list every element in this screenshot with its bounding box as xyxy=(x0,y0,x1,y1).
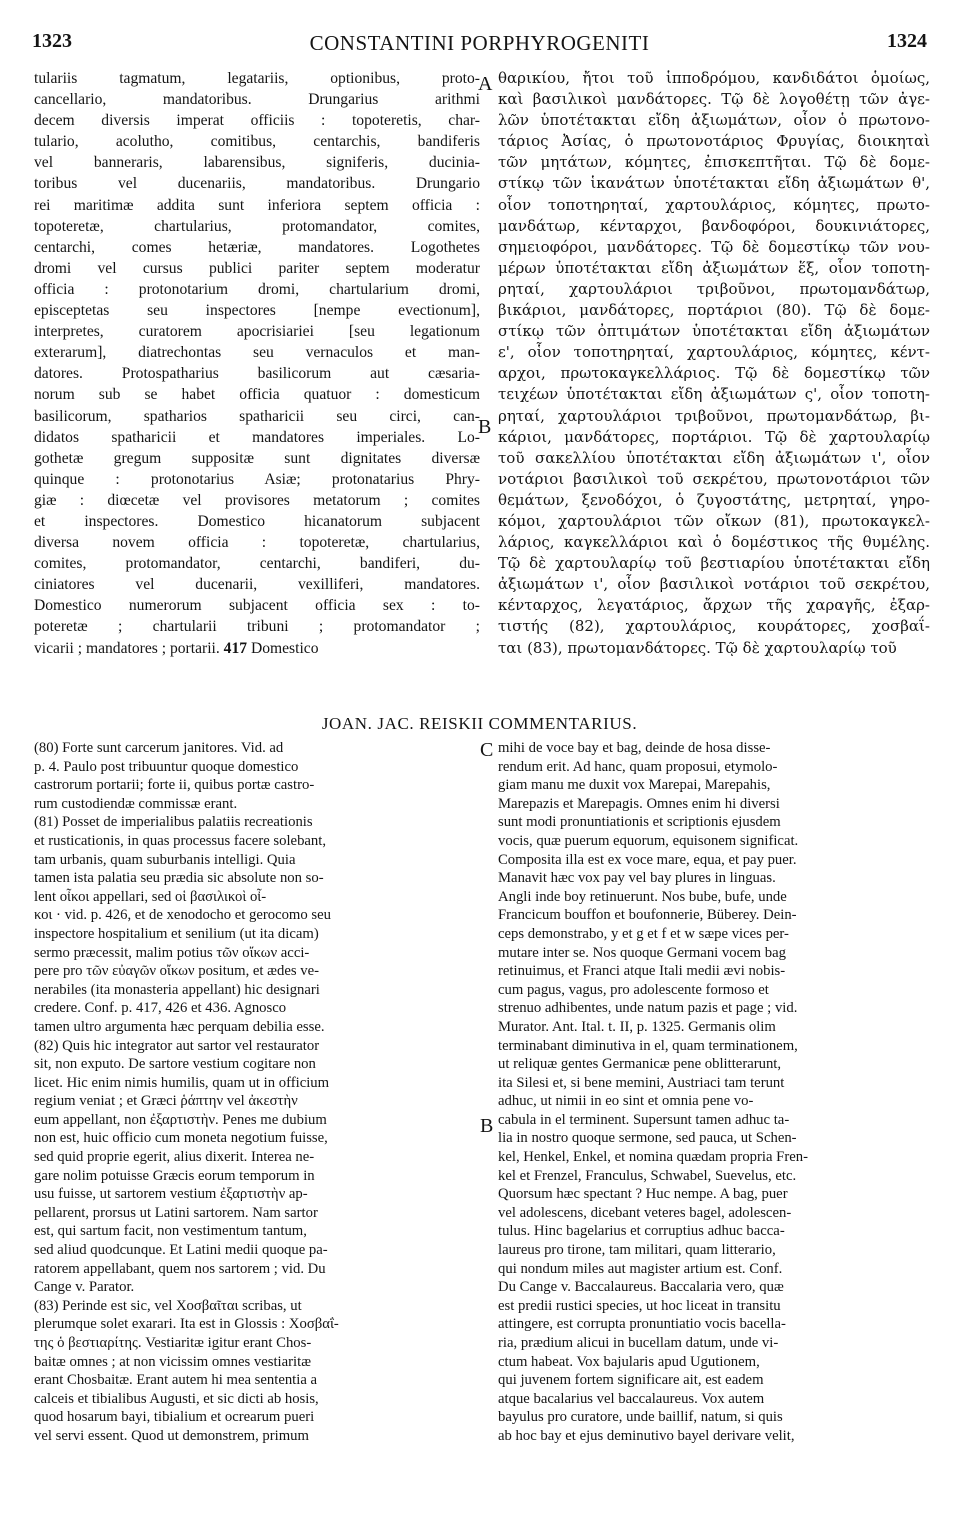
text-line: dromi vel cursus publici pariter septem moderatur xyxy=(34,259,480,277)
text-line: strenuo adhibentes, unde natum pazis et page ; vid. xyxy=(498,1000,798,1017)
text-line: αρχοι, πρωτοκαγκελλάριος. Τῷ δὲ δομεστίκῳ τῶν xyxy=(498,364,930,383)
text-line: usu fuisse, ut sartorem vestium ἐξαρτιστὴν ap- xyxy=(34,1186,308,1203)
text-line: Domestico numerorum subjacent officia sex : to- xyxy=(34,597,480,615)
text-line: στίκῳ τῶν ἱκανάτων ὑποτέτακται εἴδη ἀξιωμάτων θ', xyxy=(498,174,930,193)
text-line: Τῷ δὲ χαρτουλαρίῳ τοῦ βεστιαρίου ὑποτέτακται εἴδη xyxy=(498,554,930,573)
text-line: giæ : diœcetæ vel provisores metatorum ; comites xyxy=(34,491,480,509)
text-line: attingere, est corrupta pronuntiatio vocis bacella- xyxy=(498,1316,786,1333)
text-line: ab hoc bay et ejus deminutivo bayel derivare velit, xyxy=(498,1427,795,1444)
running-header xyxy=(32,30,927,56)
text-line: plerumque solet exarari. Ita est in Glossis : Χοσβαΐ- xyxy=(34,1316,339,1333)
text-line: lent οἶκοι appellari, sed οἱ βασιλικοὶ οἶ- xyxy=(34,888,267,905)
text-line: ciniatores vel ducenarii, vexilliferi, mandatores. xyxy=(34,576,480,594)
text-line: ceps demonstrabo, y et g et f et w sæpe vices per- xyxy=(498,925,789,942)
text-line: tamen ultro argumenta hæc perquam debilia esse. xyxy=(34,1018,325,1035)
text-line: toribus vel ducenariis, mandatoribus. Drungario xyxy=(34,175,480,193)
text-line: rei maritimæ addita sunt inferiora septem officia : xyxy=(34,196,480,214)
text-line: νοτάριοι βασιλικοὶ τοῦ σεκρέτου, πρωτονοτάριοι τῶν xyxy=(498,469,930,488)
text-line: οἷον τοποτηρηταί, χαρτουλάριος, κόμητες, πρωτο- xyxy=(498,195,930,214)
text-line: credere. Conf. p. 417, 426 et 436. Agnosco xyxy=(34,1000,287,1017)
text-line: cum pagus, vagus, pro adolescente formoso et xyxy=(498,981,769,998)
text-line: licet. Hic enim nimis humilis, quam ut in officium xyxy=(34,1074,330,1091)
text-line: της ὁ βεστιαρίτης. Vestiaritæ igitur erant Chos- xyxy=(34,1335,312,1351)
text-line: quinque : protonotarius Asiæ; protonatarius Phry- xyxy=(34,470,480,488)
text-line: τάριος Ἀσίας, ὁ πρωτονοτάριος Φρυγίας, διοικηταὶ xyxy=(498,132,930,151)
text-line: p. 4. Paulo post tribuuntur quoque domestico xyxy=(34,758,299,775)
text-line: retinuimus, et Franci atque Itali medii ævi nobis- xyxy=(498,963,786,980)
text-line: ratorem appellabant, quem nos sartorem ; vid. Du xyxy=(34,1260,326,1277)
text-line: tamen ista palatia seu prædia sic absolute non so- xyxy=(34,870,324,887)
text-line: gare nolim potuisse Græcis eorum temporum in xyxy=(34,1167,315,1184)
text-line: et rusticationis, in quas processus facere solebant, xyxy=(34,832,327,849)
text-line: poteretæ ; chartularii tribuni ; protomandator ; xyxy=(34,618,480,636)
text-line: (82) Quis hic integrator aut sartor vel restaurator xyxy=(34,1037,320,1054)
text-line: lia in nostro quoque sermone, sed pauca, ut Schen- xyxy=(498,1130,797,1147)
text-line: qui nondum miles aut magister artium est. Conf. xyxy=(498,1260,783,1277)
page-number-left: 1323 xyxy=(32,30,72,52)
text-line: ρηταί, χαρτουλάριοι τριβοῦνοι, πρωτομανδάτωρ, xyxy=(498,279,930,298)
text-line: λάριος, καγκελλάριοι καὶ ὁ δομέστικος τῆς θυμέλης. xyxy=(498,533,930,552)
text-line: mutare inter se. Nos quoque Germani vocem bag xyxy=(498,944,786,961)
text-line: στίκῳ τῶν ὀπτιμάτων ὑποτέτακται εἴδη ἀξιωμάτων xyxy=(498,322,930,341)
text-line: comites, protomandator, centarchi, bandiferi, du- xyxy=(34,555,480,573)
text-line: Composita illa est ex voce mare, equa, et pay puer. xyxy=(498,851,797,868)
text-line: episceptetas seu inspectores [nempe evectionum], xyxy=(34,302,480,320)
commentary-right-column xyxy=(498,739,930,1446)
section-marker-a: A xyxy=(478,73,493,95)
text-line: regium veniat ; et Græci ῥάπτην vel ἀκεστὴν xyxy=(34,1093,298,1110)
text-line: non est, huic officio cum moneta negotium fuisse, xyxy=(34,1130,328,1147)
text-line: sunt modi pronuntiationis et scriptionis ejusdem xyxy=(498,814,781,831)
text-line: castrorum portarii; forte ii, quibus portæ castro- xyxy=(34,777,315,794)
text-line: ἀξιωμάτων ι', οἷον βασιλικοὶ νοτάριοι τοῦ σεκρέτου, xyxy=(498,575,930,594)
text-line: sit, non exputo. De sartore vestium cogitare non xyxy=(34,1056,316,1073)
text-line: κοι · vid. p. 426, et de xenodocho et gerocomo seu xyxy=(34,907,331,924)
text-line: erant Chosbaitæ. Erant autem hi mea sententia a xyxy=(34,1372,318,1389)
text-line: Marepazis et Marepagis. Omnes enim hi diversi xyxy=(498,795,780,812)
section-marker-b-commentary: B xyxy=(480,1115,494,1137)
text-line: calceis et tibialibus Augusti, et sic dicti ab hosis, xyxy=(34,1390,319,1407)
text-line: τοῦ σακελλίου ὑποτέτακται εἴδη ἀξιωμάτων ι', οἷον xyxy=(498,448,930,467)
commentary-title: JOAN. JAC. REISKII COMMENTARIUS. xyxy=(321,714,638,733)
text-line: quod hosarum bayi, tibialium et ocrearum pueri xyxy=(34,1409,315,1426)
text-line: (83) Perinde est sic, vel Χοσβαῖται scribas, ut xyxy=(34,1297,302,1314)
text-line: laureus pro tirone, tam militari, quam litterario, xyxy=(498,1242,776,1259)
text-line: diversa novem officia : topoteretæ, chartularius, xyxy=(34,534,480,552)
text-line: kel et Frenzel, Franculus, Schwabel, Suevelus, etc. xyxy=(498,1167,797,1184)
text-line: ται (83), πρωτομανδάτορες. Τῷ δὲ χαρτουλαρίῳ τοῦ xyxy=(498,638,897,657)
text-line: vel adolescens, dicebant veteres bagel, adolescen- xyxy=(498,1204,792,1221)
text-line: kel, Henkel, Enkel, et nomina quædam propria Fren- xyxy=(498,1149,808,1166)
text-line: bayulus pro curatore, unde baillif, natum, si quis xyxy=(498,1409,783,1426)
text-line: cabula in el terminent. Supersunt tamen adhuc ta- xyxy=(498,1111,790,1128)
running-title: CONSTANTINI PORPHYROGENITI xyxy=(309,31,650,55)
text-line: ita Silesi et, si bene memini, Austriaci tam terunt xyxy=(498,1074,785,1091)
text-line: tulariis tagmatum, legatariis, optionibus, proto- xyxy=(34,70,480,87)
text-line: ctum habeat. Vox bajularis apud Ugutionem, xyxy=(498,1353,760,1370)
text-line: tulario, acolutho, comitibus, centarchis, bandiferis xyxy=(34,133,480,151)
text-line: Angli inde boy retinuerunt. Nos bube, bufe, unde xyxy=(498,888,787,905)
text-line: μανδάτωρ, κένταρχοι, βανδοφόροι, δουκινιάτορες, xyxy=(498,216,930,235)
text-line: (80) Forte sunt carcerum janitores. Vid. ad xyxy=(34,740,284,756)
text-line: terminabant diminutiva in el, quam terminationem, xyxy=(498,1037,798,1054)
text-line: τειχέων ὑποτέτακται εἴδη ἀξιωμάτων ς', οἷον τοποτη- xyxy=(498,385,930,404)
text-line: ut reliquæ gentes Germanicæ pene oblitterarunt, xyxy=(498,1056,782,1073)
text-line: atque bacalarius vel baccalaureus. Vox autem xyxy=(498,1390,765,1407)
text-line: topoteretæ, chartularius, protomandator, comites, xyxy=(34,217,480,235)
text-line: Cange v. Parator. xyxy=(34,1279,135,1296)
text-line: datores. Protospatharius basilicorum aut cæsaria- xyxy=(34,365,480,383)
page-number-right: 1324 xyxy=(887,30,927,52)
text-line: rendum erit. Ad hanc, quam proposui, etymolo- xyxy=(498,758,778,775)
greek-text-column xyxy=(498,68,930,659)
text-line: Du Cange v. Baccalaureus. Baccalaria vero, quæ xyxy=(498,1279,784,1296)
text-line: τῶν μητάτων, κόμητες, ἐπισκεπτῆται. Τῷ δὲ δομε- xyxy=(498,153,930,172)
text-line: sed aliud quodcunque. Et Latini medii quoque pa- xyxy=(34,1242,328,1259)
text-line: est, qui sartum facit, non vestimentum tantum, xyxy=(34,1223,307,1240)
text-line: sermo præcessit, malim potius τῶν οἴκων acci- xyxy=(34,944,310,961)
text-line: βικάριοι, μανδάτορες, πορτάριοι (80). Τῷ δὲ δομε- xyxy=(498,301,930,320)
text-line: Quorsum hæc spectant ? Huc nempe. A bag, puer xyxy=(498,1186,788,1203)
text-line: σημειοφόροι, μανδάτορες. Τῷ δὲ δομεστίκῳ τῶν νου- xyxy=(498,237,930,256)
text-line: officia : protonotarium dromi, chartularium dromi, xyxy=(34,280,480,298)
text-line: giam manu me duxit vox Marepai, Marepahis, xyxy=(498,777,771,794)
section-marker-c: C xyxy=(480,739,494,761)
inline-page-number: 417 xyxy=(219,639,251,657)
text-line: eum appellant, non ἐξαρτιστὴν. Penes me dubium xyxy=(34,1111,327,1128)
text-line: θαρικίου, ἤτοι τοῦ ἱπποδρόμου, κανδιδάτοι ὁμοίως, xyxy=(498,69,930,87)
text-line: cancellario, mandatoribus. Drungarius arithmi xyxy=(34,91,480,109)
text-line: λῶν ὑποτέτακται εἴδη ἀξιωμάτων, οἷον ὁ πρωτονο- xyxy=(498,111,930,130)
text-line: pellarent, prorsus ut Latini sartorem. Nam sartor xyxy=(34,1204,318,1221)
text-line: norum sub se habet officia quatuor : domesticum xyxy=(34,386,480,404)
text-line: ria, prædium alicui in bucellam datum, unde vi- xyxy=(498,1335,779,1351)
text-line: κένταρχος, λεγατάριος, ἄρχων τῆς χαραγῆς, ἐξαρ- xyxy=(498,596,930,615)
text-line: κόμοι, χαρτουλάριοι τῶν οἴκων (81), πρωτοκαγκελ- xyxy=(498,511,930,530)
text-line: Manavit hæc vox pay vel bay plures in linguas. xyxy=(498,870,776,887)
text-line: ε', οἷον τοποτηρηταί, χαρτουλάριος, κόμητες, κέντ- xyxy=(498,343,930,362)
text-line: sed quid proprie egerit, alius dixerit. Interea ne- xyxy=(34,1149,315,1166)
text-line: rum custodiendæ commissæ erant. xyxy=(34,795,238,812)
text-line: gothetæ gregum suppositæ sunt dignitates diversæ xyxy=(34,449,480,467)
text-line: κάριοι, μανδάτορες, πορτάριοι. Τῷ δὲ χαρτουλαρίῳ xyxy=(498,427,930,446)
text-line: τιστής (82), χαρτουλάριος, κουράτορες, χοσβαΐ- xyxy=(498,617,930,636)
text-line: ρηταί, χαρτουλάριοι τριβοῦνοι, πρωτομανδάτωρ, βι- xyxy=(498,406,930,425)
section-marker-b: B xyxy=(478,416,492,438)
text-line: nerabiles (ita monasteria appellant) hic designari xyxy=(34,981,320,998)
text-line: pere pro τῶν εὐαγῶν οἴκων positum, et ædes ve- xyxy=(34,963,319,980)
text-line: decem diversis imperat officiis : topoteretis, char- xyxy=(34,112,480,130)
commentary-left-column xyxy=(34,739,474,1446)
latin-text-column xyxy=(34,68,480,659)
text-line: inspectore hospitalium et senilium (ut ita dicam) xyxy=(34,925,319,942)
text-line: vel banneraris, labarensibus, signiferis, ducinia- xyxy=(34,154,480,172)
text-line: basilicorum, spatharios spatharicii seu circi, can- xyxy=(34,407,480,425)
text-line: tam urbanis, quam suburbanis intelligi. Quia xyxy=(34,851,296,868)
text-line: vicarii ; mandatores ; portarii. 417 Domestico xyxy=(34,639,319,657)
text-line: exterarum], diatrechontas seu vernaculos et man- xyxy=(34,344,480,362)
text-line: centarchi, comes hetæriæ, mandatores. Logothetes xyxy=(34,238,480,256)
text-line: interpretes, curatorem apocrisiariei [seu legationum xyxy=(34,323,480,341)
text-line: vocis, quæ puerum equorum, equisonem significat. xyxy=(498,832,799,849)
text-line: et inspectores. Domestico hicanatorum subjacent xyxy=(34,512,480,530)
text-line: vel servi essent. Quod ut demonstrem, primum xyxy=(34,1427,309,1444)
text-line: est predii rustici species, ut hoc liceat in transitu xyxy=(498,1297,781,1314)
text-line: θεμάτων, ξενοδόχοι, ὁ ζυγοστάτης, μετρηταί, γηρο- xyxy=(498,490,930,509)
text-line: (81) Posset de imperialibus palatiis recreationis xyxy=(34,814,313,831)
text-line: μέρων ὑποτέτακται εἴδη ἀξιωμάτων ἕξ, οἷον τοποτη- xyxy=(498,258,930,277)
text-line: adhuc, ut nimii in eo sint et omnia pene vo- xyxy=(498,1093,754,1110)
text-line: mihi de voce bay et bag, deinde de hosa disse- xyxy=(498,740,771,756)
text-line: καὶ βασιλικοὶ μανδάτορες. Τῷ δὲ λογοθέτῃ τῶν ἀγε- xyxy=(498,90,930,109)
text-line: Francicum bouffon et boufonnerie, Büberey. Dein- xyxy=(498,907,797,924)
text-line: qui juvenem fortem significare ait, est eadem xyxy=(498,1372,764,1389)
text-line: tulus. Hinc bagelarius et corruptius adhuc bacca- xyxy=(498,1223,785,1240)
text-line: Murator. Ant. Ital. t. II, p. 1325. Germanis olim xyxy=(498,1018,776,1035)
text-line: didatos spatharicii et mandatores imperiales. Lo- xyxy=(34,428,480,446)
text-line-tail: Domestico xyxy=(250,639,319,657)
text-line: baitæ omnes ; at non vicissim omnes vestiaritæ xyxy=(34,1353,311,1370)
